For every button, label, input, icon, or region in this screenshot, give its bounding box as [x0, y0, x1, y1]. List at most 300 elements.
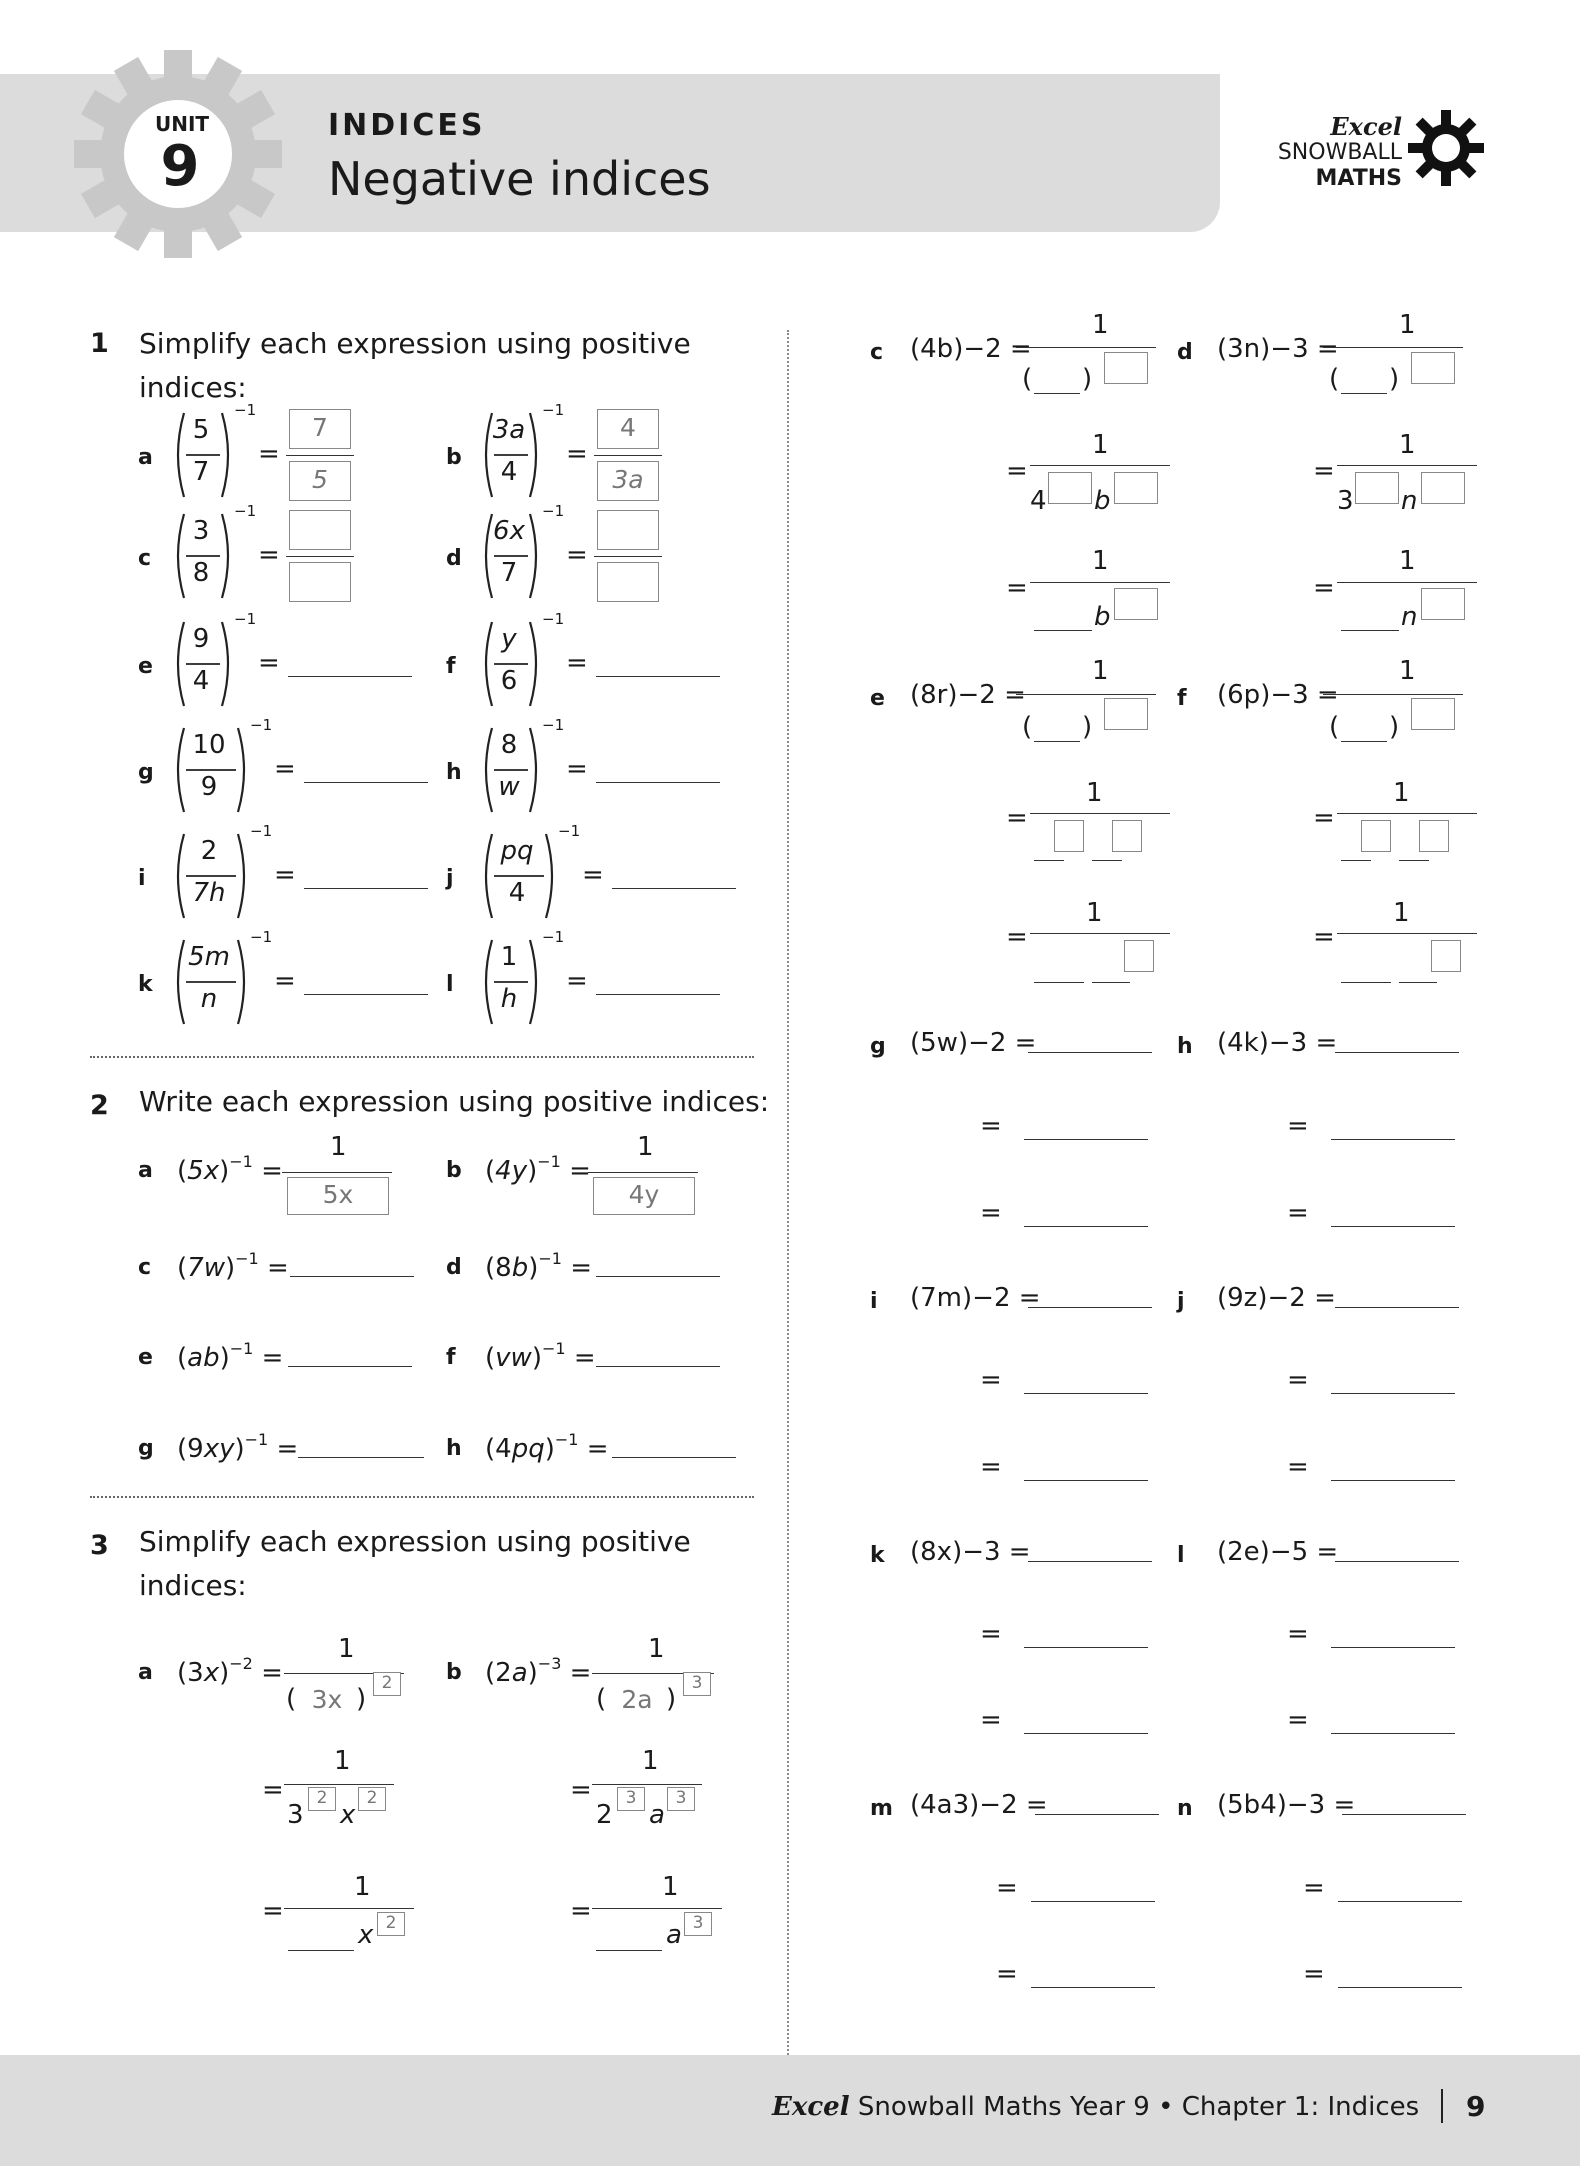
answer-line[interactable]	[596, 676, 720, 677]
denominator: 6	[500, 666, 518, 696]
answer-denominator: 3a	[612, 465, 644, 494]
answer-line[interactable]	[1341, 393, 1387, 394]
exponent-answer: 2	[316, 1788, 328, 1808]
equals: =	[566, 966, 588, 996]
exponent-box[interactable]	[1114, 588, 1158, 620]
part-label: e	[138, 1345, 153, 1370]
part-label: j	[1177, 1289, 1185, 1314]
answer-box[interactable]	[597, 510, 659, 550]
equals: =	[1287, 1198, 1309, 1228]
numerator: 5m	[188, 942, 230, 972]
equals: =	[258, 540, 280, 570]
exponent-box[interactable]	[1421, 472, 1465, 504]
answer-line[interactable]	[1092, 982, 1130, 983]
numerator: 1	[338, 1634, 355, 1664]
answer-line[interactable]	[288, 1366, 412, 1367]
footer-divider	[1441, 2089, 1443, 2123]
logo-excel: Excel	[1330, 112, 1402, 141]
equals: =	[582, 860, 604, 890]
open-paren: (	[1329, 712, 1340, 742]
fraction-bar	[594, 556, 662, 557]
coefficient: 3	[287, 1800, 304, 1830]
answer-line[interactable]	[288, 1950, 354, 1951]
equals: =	[1287, 1365, 1309, 1395]
fraction-bar	[1337, 582, 1477, 583]
expression: (vw)$^{-1}$ =	[485, 1339, 596, 1373]
exponent-box[interactable]	[1124, 940, 1154, 972]
part-label: f	[1177, 686, 1187, 711]
equals: =	[566, 648, 588, 678]
exponent-box[interactable]	[1421, 588, 1465, 620]
answer-line[interactable]	[298, 1457, 424, 1458]
exponent-box[interactable]	[1048, 472, 1092, 504]
part-label: k	[870, 1543, 885, 1568]
denominator: 7	[500, 558, 518, 588]
equals: =	[274, 754, 296, 784]
unit-number: 9	[160, 134, 200, 199]
close-paren: )	[356, 1684, 367, 1714]
answer-box[interactable]	[597, 562, 659, 602]
numerator: 1	[1092, 310, 1109, 340]
answer-line[interactable]	[1331, 1139, 1455, 1140]
exponent-answer: 3	[675, 1788, 687, 1808]
answer-line[interactable]	[1331, 1647, 1455, 1648]
expression: (2e)−5 =	[1217, 1537, 1339, 1567]
answer-line[interactable]	[1035, 1814, 1159, 1815]
part-label: b	[446, 1660, 462, 1685]
answer-line[interactable]	[1028, 1307, 1152, 1308]
numerator: 5	[192, 415, 210, 445]
equals: =	[980, 1619, 1002, 1649]
numerator: y	[501, 624, 517, 654]
variable: a	[666, 1920, 682, 1950]
numerator: 6x	[493, 516, 525, 546]
equals: =	[980, 1198, 1002, 1228]
section-divider	[90, 1056, 754, 1058]
fraction-bar	[592, 1908, 722, 1909]
question-number: 3	[90, 1530, 109, 1561]
answer-line[interactable]	[1338, 1901, 1462, 1902]
fraction-bar	[284, 1908, 414, 1909]
exponent-box[interactable]	[1431, 940, 1461, 972]
fraction-bar	[286, 556, 354, 557]
answer-line[interactable]	[1031, 1987, 1155, 1988]
variable: x	[340, 1800, 356, 1830]
variable: a	[649, 1800, 665, 1830]
expression: (7m)−2 =	[910, 1283, 1041, 1313]
equals: =	[1287, 1619, 1309, 1649]
equals: =	[1303, 1959, 1325, 1989]
answer-value: 4y	[628, 1180, 660, 1209]
denominator: 7	[192, 457, 210, 487]
exponent-box[interactable]	[1054, 820, 1084, 852]
close-paren: )	[1389, 364, 1400, 394]
variable: n	[1401, 486, 1418, 516]
exponent-box[interactable]	[1411, 352, 1455, 384]
answer-value: 5x	[322, 1180, 354, 1209]
answer-base: 2a	[621, 1685, 653, 1714]
exponent-box[interactable]	[1104, 698, 1148, 730]
numerator: 9	[192, 624, 210, 654]
question-instruction: Simplify each expression using positive indices:	[139, 327, 691, 404]
answer-line[interactable]	[1034, 630, 1092, 631]
equals: =	[262, 1896, 284, 1926]
equals: =	[980, 1365, 1002, 1395]
exponent-box[interactable]	[1112, 820, 1142, 852]
topic-kicker: INDICES	[328, 108, 486, 143]
exponent-box[interactable]	[1419, 820, 1449, 852]
denominator: w	[498, 772, 520, 802]
part-label: a	[138, 445, 153, 470]
exponent-answer: 3	[691, 1673, 703, 1693]
answer-line[interactable]	[1399, 860, 1429, 861]
equals: =	[980, 1705, 1002, 1735]
exponent: −1	[250, 716, 273, 734]
part-label: e	[870, 686, 885, 711]
expression: (3n)−3 =	[1217, 334, 1339, 364]
numerator: 1	[1092, 430, 1109, 460]
answer-line[interactable]	[612, 888, 736, 889]
exponent-answer: 2	[366, 1788, 378, 1808]
expression: (4k)−3 =	[1217, 1028, 1338, 1058]
part-label: e	[138, 654, 153, 679]
exponent: −1	[542, 401, 565, 419]
fraction-bar	[1030, 465, 1170, 466]
exponent: −1	[542, 716, 565, 734]
open-paren: (	[1329, 364, 1340, 394]
numerator: 1	[662, 1872, 679, 1902]
answer-line[interactable]	[1024, 1647, 1148, 1648]
equals: =	[980, 1111, 1002, 1141]
fraction-bar	[1016, 347, 1156, 348]
answer-line[interactable]	[1034, 860, 1064, 861]
fraction-bar	[1323, 347, 1463, 348]
exponent-box[interactable]	[1411, 698, 1455, 730]
fraction-bar	[284, 1784, 394, 1785]
expression: $(4y)^{-1}$ =	[485, 1152, 591, 1186]
expression: (6p)−3 =	[1217, 680, 1339, 710]
equals: =	[1313, 803, 1335, 833]
answer-box[interactable]	[289, 562, 351, 602]
expression: $(8b)^{-1}$ =	[485, 1249, 593, 1283]
equals: =	[274, 966, 296, 996]
exponent: −1	[250, 822, 273, 840]
answer-line[interactable]	[1024, 1480, 1148, 1481]
expression: (5w)−2 =	[910, 1028, 1037, 1058]
answer-line[interactable]	[1034, 982, 1084, 983]
numerator: 1	[1393, 898, 1410, 928]
equals: =	[1287, 1111, 1309, 1141]
answer-line[interactable]	[1335, 1307, 1459, 1308]
denominator: n	[200, 984, 218, 1014]
variable: n	[1401, 602, 1418, 632]
open-paren: (	[1022, 712, 1033, 742]
numerator: 10	[192, 730, 226, 760]
variable: b	[1094, 486, 1111, 516]
numerator: 1	[1399, 430, 1416, 460]
answer-line[interactable]	[596, 994, 720, 995]
answer-box[interactable]	[289, 510, 351, 550]
answer-line[interactable]	[596, 1366, 720, 1367]
part-label: d	[446, 1255, 462, 1280]
answer-line[interactable]	[1335, 1052, 1459, 1053]
exponent-box[interactable]	[1114, 472, 1158, 504]
equals: =	[566, 439, 588, 469]
denominator: 7h	[192, 878, 226, 908]
numerator: 1	[642, 1746, 659, 1776]
part-label: i	[870, 1289, 878, 1314]
exponent: −1	[234, 502, 257, 520]
denominator: 8	[192, 558, 210, 588]
part-label: f	[446, 654, 456, 679]
fraction-bar	[588, 1172, 698, 1173]
equals: =	[274, 860, 296, 890]
close-paren: )	[1082, 712, 1093, 742]
denominator: h	[500, 984, 518, 1014]
fraction-bar	[1030, 933, 1170, 934]
part-label: f	[446, 1345, 456, 1370]
fraction-bar	[1030, 813, 1170, 814]
equals: =	[1287, 1452, 1309, 1482]
equals: =	[1313, 573, 1335, 603]
exponent: −1	[234, 610, 257, 628]
denominator: 4	[500, 457, 518, 487]
part-label: a	[138, 1158, 153, 1183]
numerator: 1	[334, 1746, 351, 1776]
exponent: −1	[542, 502, 565, 520]
open-paren: (	[596, 1684, 607, 1714]
exponent: −1	[250, 928, 273, 946]
answer-line[interactable]	[1031, 1901, 1155, 1902]
numerator: pq	[500, 836, 534, 866]
fraction-bar	[1337, 465, 1477, 466]
part-label: l	[446, 972, 454, 997]
part-label: c	[138, 1255, 152, 1280]
exponent-answer: 3	[692, 1913, 704, 1933]
footer-brand: Excel	[772, 2092, 850, 2122]
equals: =	[262, 1775, 284, 1805]
numerator: 3	[192, 516, 210, 546]
part-label: h	[446, 1436, 462, 1461]
numerator: 1	[354, 1872, 371, 1902]
equals: =	[1303, 1873, 1325, 1903]
equals: =	[980, 1452, 1002, 1482]
open-paren: (	[286, 1684, 297, 1714]
part-label: h	[1177, 1034, 1193, 1059]
part-label: k	[138, 972, 153, 997]
section-divider	[90, 1496, 754, 1498]
fraction-bar	[1337, 933, 1477, 934]
expression: (5b4)−3 =	[1217, 1790, 1356, 1820]
answer-line[interactable]	[612, 1457, 736, 1458]
exponent: −1	[542, 610, 565, 628]
equals: =	[258, 648, 280, 678]
column-divider	[787, 330, 789, 2058]
part-label: g	[138, 1436, 154, 1461]
answer-line[interactable]	[1341, 630, 1399, 631]
exponent: −1	[234, 401, 257, 419]
denominator: 4	[192, 666, 210, 696]
equals: =	[1006, 456, 1028, 486]
exponent-box[interactable]	[1361, 820, 1391, 852]
exponent-box[interactable]	[1104, 352, 1148, 384]
equals: =	[1006, 573, 1028, 603]
variable: x	[358, 1920, 374, 1950]
question-number: 2	[90, 1090, 109, 1121]
expression: (4b)−2 =	[910, 334, 1032, 364]
answer-line[interactable]	[1399, 982, 1437, 983]
numerator: 1	[1086, 778, 1103, 808]
coefficient: 2	[596, 1800, 613, 1830]
expression: (8r)−2 =	[910, 680, 1026, 710]
answer-line[interactable]	[1034, 741, 1080, 742]
coefficient: 3	[1337, 486, 1354, 516]
answer-line[interactable]	[1342, 1814, 1466, 1815]
part-label: a	[138, 1660, 153, 1685]
footer-text	[772, 2092, 1419, 2122]
part-label: c	[870, 340, 884, 365]
part-label: m	[870, 1796, 893, 1821]
answer-line[interactable]	[1335, 1561, 1459, 1562]
expression: $(7w)^{-1}$ =	[177, 1249, 289, 1283]
logo-gear-icon	[1406, 108, 1486, 188]
numerator: 1	[1086, 898, 1103, 928]
answer-line[interactable]	[596, 1276, 720, 1277]
equals: =	[996, 1873, 1018, 1903]
numerator: 1	[1399, 310, 1416, 340]
answer-line[interactable]	[1024, 1226, 1148, 1227]
answer-line[interactable]	[1331, 1226, 1455, 1227]
answer-line[interactable]	[1341, 982, 1391, 983]
fraction-bar	[592, 1784, 702, 1785]
part-label: j	[446, 866, 454, 891]
exponent-box[interactable]	[1355, 472, 1399, 504]
equals: =	[258, 439, 280, 469]
exponent: −1	[542, 928, 565, 946]
answer-denominator: 5	[312, 465, 328, 494]
answer-line[interactable]	[290, 1276, 414, 1277]
fraction-bar	[1337, 813, 1477, 814]
answer-line[interactable]	[1024, 1393, 1148, 1394]
answer-line[interactable]	[304, 782, 428, 783]
answer-line[interactable]	[1028, 1561, 1152, 1562]
unit-label: UNIT	[155, 112, 210, 136]
fraction-bar	[286, 455, 354, 456]
expression: (9z)−2 =	[1217, 1283, 1336, 1313]
part-label: l	[1177, 1543, 1185, 1568]
part-label: h	[446, 760, 462, 785]
part-label: b	[446, 1158, 462, 1183]
answer-line[interactable]	[1024, 1139, 1148, 1140]
question-number: 1	[90, 328, 109, 359]
answer-line[interactable]	[1331, 1480, 1455, 1481]
answer-line[interactable]	[596, 1950, 662, 1951]
answer-line[interactable]	[1341, 860, 1371, 861]
numerator: 3a	[492, 415, 526, 445]
numerator: 1	[1393, 778, 1410, 808]
answer-numerator: 4	[620, 413, 636, 442]
expression: $(4pq)^{-1}$ =	[485, 1430, 609, 1464]
answer-line[interactable]	[304, 888, 428, 889]
close-paren: )	[1389, 712, 1400, 742]
answer-line[interactable]	[596, 782, 720, 783]
part-label: g	[138, 760, 154, 785]
equals: =	[1006, 803, 1028, 833]
numerator: 1	[648, 1634, 665, 1664]
footer-title: Snowball Maths Year 9 • Chapter 1: Indices	[857, 2092, 1420, 2122]
part-label: d	[446, 546, 462, 571]
answer-line[interactable]	[1338, 1987, 1462, 1988]
equals: =	[1006, 922, 1028, 952]
equals: =	[566, 540, 588, 570]
fraction-bar	[1030, 582, 1170, 583]
numerator: 1	[330, 1132, 347, 1162]
fraction-bar	[1016, 694, 1156, 695]
answer-base: 3x	[311, 1685, 343, 1714]
answer-line[interactable]	[288, 676, 412, 677]
close-paren: )	[666, 1684, 677, 1714]
equals: =	[566, 754, 588, 784]
answer-line[interactable]	[1341, 741, 1387, 742]
coefficient: 4	[1030, 486, 1047, 516]
answer-line[interactable]	[1331, 1733, 1455, 1734]
equals: =	[1313, 456, 1335, 486]
answer-line[interactable]	[1331, 1393, 1455, 1394]
expression: $(3x)^{-2}$ =	[177, 1654, 283, 1688]
denominator: 4	[508, 878, 526, 908]
part-label: n	[1177, 1796, 1193, 1821]
equals: =	[1313, 922, 1335, 952]
numerator: 1	[1399, 546, 1416, 576]
part-label: d	[1177, 340, 1193, 365]
numerator: 1	[1092, 546, 1109, 576]
equals: =	[570, 1775, 592, 1805]
question-instruction: Simplify each expression using positive indices:	[139, 1525, 691, 1602]
expression: (ab)$^{-1}$ =	[177, 1339, 284, 1373]
part-label: c	[138, 546, 152, 571]
open-paren: (	[1022, 364, 1033, 394]
fraction-bar	[282, 1172, 392, 1173]
equals: =	[1287, 1705, 1309, 1735]
numerator: 1	[1399, 656, 1416, 686]
numerator: 1	[500, 942, 518, 972]
exponent-answer: 2	[381, 1673, 393, 1693]
part-label: b	[446, 445, 462, 470]
part-label: g	[870, 1034, 886, 1059]
fraction-bar	[1323, 694, 1463, 695]
answer-line[interactable]	[304, 994, 428, 995]
expression: $(2a)^{-3}$ =	[485, 1654, 592, 1688]
answer-numerator: 7	[312, 413, 328, 442]
answer-line[interactable]	[1092, 860, 1122, 861]
denominator: 9	[200, 772, 218, 802]
variable: b	[1094, 602, 1111, 632]
exponent: −1	[558, 822, 581, 840]
answer-line[interactable]	[1028, 1052, 1152, 1053]
exponent-answer: 3	[625, 1788, 637, 1808]
exponent-answer: 2	[385, 1913, 397, 1933]
expression: (4a3)−2 =	[910, 1790, 1048, 1820]
expression: $(9xy)^{-1}$ =	[177, 1430, 299, 1464]
expression: $(5x)^{-1}$ =	[177, 1152, 283, 1186]
numerator: 1	[1092, 656, 1109, 686]
answer-line[interactable]	[1024, 1733, 1148, 1734]
equals: =	[996, 1959, 1018, 1989]
answer-line[interactable]	[1034, 393, 1080, 394]
numerator: 8	[500, 730, 518, 760]
expression: (8x)−3 =	[910, 1537, 1031, 1567]
fraction-bar	[594, 455, 662, 456]
